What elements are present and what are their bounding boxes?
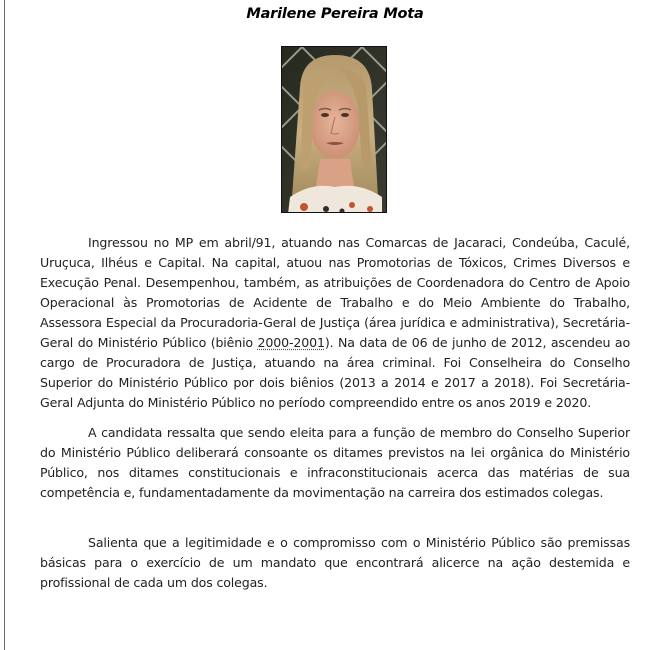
commitment-text: A candidata ressalta que sendo eleita para a função de membro do Conselho Superior do Ministério Público deliberará consoante os ditames previstos na lei orgânica do Ministério Público, nos ditames constitucionais e infraconstitucionais acerca das matérias de sua competência e, fundamentadamente da movimentação na carreira dos estimados colegas. bbox=[40, 425, 630, 500]
portrait-photo bbox=[281, 46, 387, 213]
biography-text-end: ). Na data de 06 de junho de 2012, ascendeu ao cargo de Procuradora de Justiça, atuando na área criminal. Foi Conselheira do Conselho Superior do Ministério Público por dois biênios (2013 a 2014 e 2017 a 2018). Foi Secretária-Geral Adjunta do Ministério Público no período compreendido entre os anos 2019 e 2020. bbox=[40, 335, 630, 410]
portrait-photo-icon bbox=[282, 47, 387, 213]
candidate-name-title: Marilene Pereira Mota bbox=[246, 6, 424, 22]
spellcheck-marked-text[interactable]: 2000-2001 bbox=[257, 335, 325, 350]
biography-text-start: Ingressou no MP em abril/91, atuando nas Comarcas de Jacaraci, Condeúba, Caculé, Uruçuca, Ilhéus e Capital. Na capital, atuou nas Promotorias de Tóxicos, Crimes Diversos e Execução Penal. Desempenhou, também, as atribuições de Coordenadora do Centro de Apoio Operacional às Promotorias de Acidente de Trabalho e do Meio Ambiente do Trabalho, Assessora Especial da Procuradoria-Geral de Justiça (área jurídica e administrativa), Secretária-Geral do Ministério Público (biênio bbox=[40, 235, 630, 350]
closing-paragraph bbox=[40, 533, 630, 593]
page-left-border bbox=[4, 0, 5, 650]
closing-text: Salienta que a legitimidade e o compromisso com o Ministério Público são premissas básicas para o exercício de um mandato que encontrará alicerce na ação destemida e profissional de cada um dos colegas. bbox=[40, 535, 630, 590]
commitment-paragraph bbox=[40, 423, 630, 503]
biography-paragraph bbox=[40, 233, 630, 413]
